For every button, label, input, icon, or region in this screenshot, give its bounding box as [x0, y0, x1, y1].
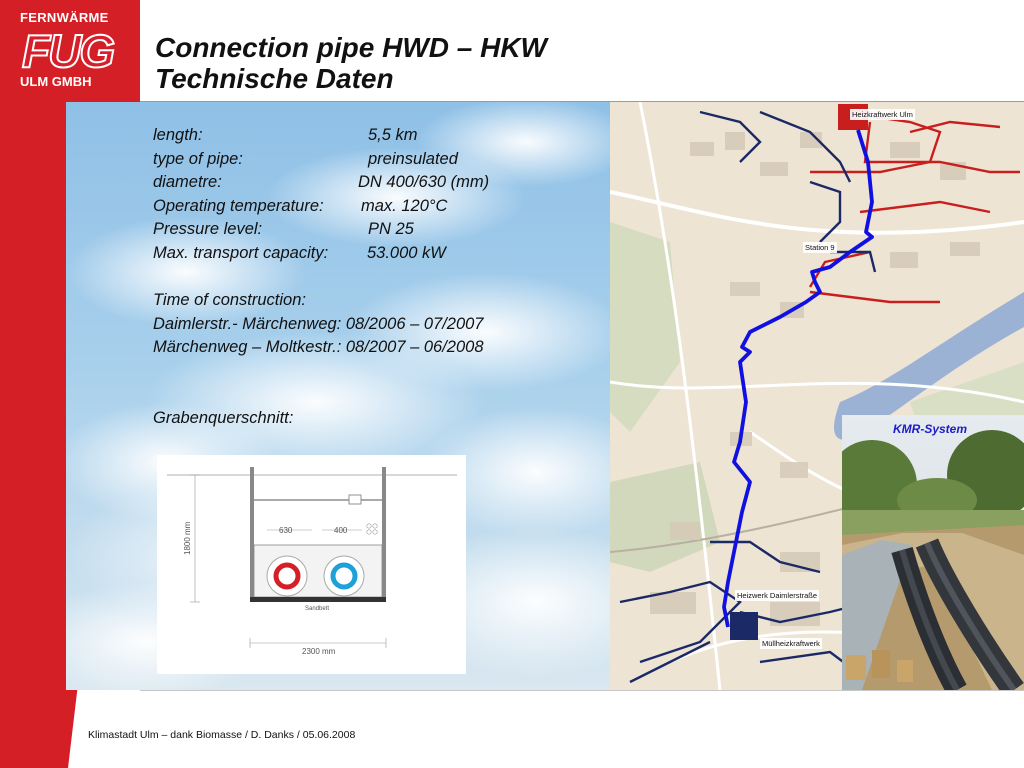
- logo-bottom-text: ULM GMBH: [20, 74, 92, 89]
- spec-temperature: [153, 195, 484, 219]
- map-label-hwd: Heizwerk Daimlerstraße: [737, 591, 818, 600]
- map-label-hkw: Heizkraftwerk Ulm: [852, 110, 913, 119]
- dim-630-label: 630: [279, 526, 293, 535]
- spec-pipe-type: [153, 148, 484, 172]
- construction-phase-2: Märchenweg – Moltkestr.: 08/2007 – 06/2008: [153, 338, 484, 357]
- map-label-station: Station 9: [805, 243, 835, 252]
- spec-diameter: [153, 171, 490, 195]
- logo-mark: FUG: [22, 25, 114, 77]
- title-line-2: Technische Daten: [155, 63, 394, 94]
- spec-capacity: [153, 242, 484, 266]
- height-dimension: 1800 mm: [183, 521, 192, 555]
- spec-label: diametre:: [153, 173, 222, 192]
- trench-cross-section: [157, 455, 466, 674]
- spec-label: Max. transport capacity:: [153, 243, 329, 262]
- construction-phase-1: Daimlerstr.- Märchenweg: 08/2006 – 07/2007: [153, 314, 484, 333]
- logo-top-text: FERNWÄRME: [20, 10, 109, 25]
- photo-caption: KMR-System: [893, 422, 968, 436]
- spec-pressure: [153, 218, 484, 242]
- spec-value: PN 25: [368, 220, 414, 239]
- spec-label: type of pipe:: [153, 149, 243, 168]
- map-label-mhkw: Müllheizkraftwerk: [762, 639, 820, 648]
- construction-heading: Time of construction:: [153, 291, 306, 310]
- slide-title: [155, 32, 625, 94]
- width-dimension: 2300 mm: [302, 647, 336, 656]
- spec-length: [153, 124, 484, 148]
- hwd-plant-marker: [730, 612, 758, 640]
- fug-logo: [8, 8, 132, 98]
- spec-value: 5,5 km: [368, 126, 418, 144]
- title-line-1: Connection pipe HWD – HKW: [155, 32, 547, 63]
- section-label: Grabenquerschnitt:: [153, 408, 294, 427]
- spec-list: [153, 124, 490, 431]
- spec-value: 53.000 kW: [367, 243, 446, 262]
- sand-bed-label: Sandbett: [305, 606, 330, 612]
- kmr-system-photo: [842, 415, 1024, 690]
- spec-label: Pressure level:: [153, 220, 263, 239]
- spec-value: preinsulated: [368, 149, 458, 168]
- spec-label: length:: [153, 126, 203, 144]
- spec-value: DN 400/630 (mm): [358, 173, 490, 192]
- footer-text: Klimastadt Ulm – dank Biomasse / D. Danks / 05.06.2008: [88, 729, 356, 741]
- spec-value: max. 120°C: [361, 196, 448, 215]
- footer-divider: [140, 690, 1024, 691]
- spec-label: Operating temperature:: [153, 196, 324, 215]
- dim-400-label: 400: [334, 526, 348, 535]
